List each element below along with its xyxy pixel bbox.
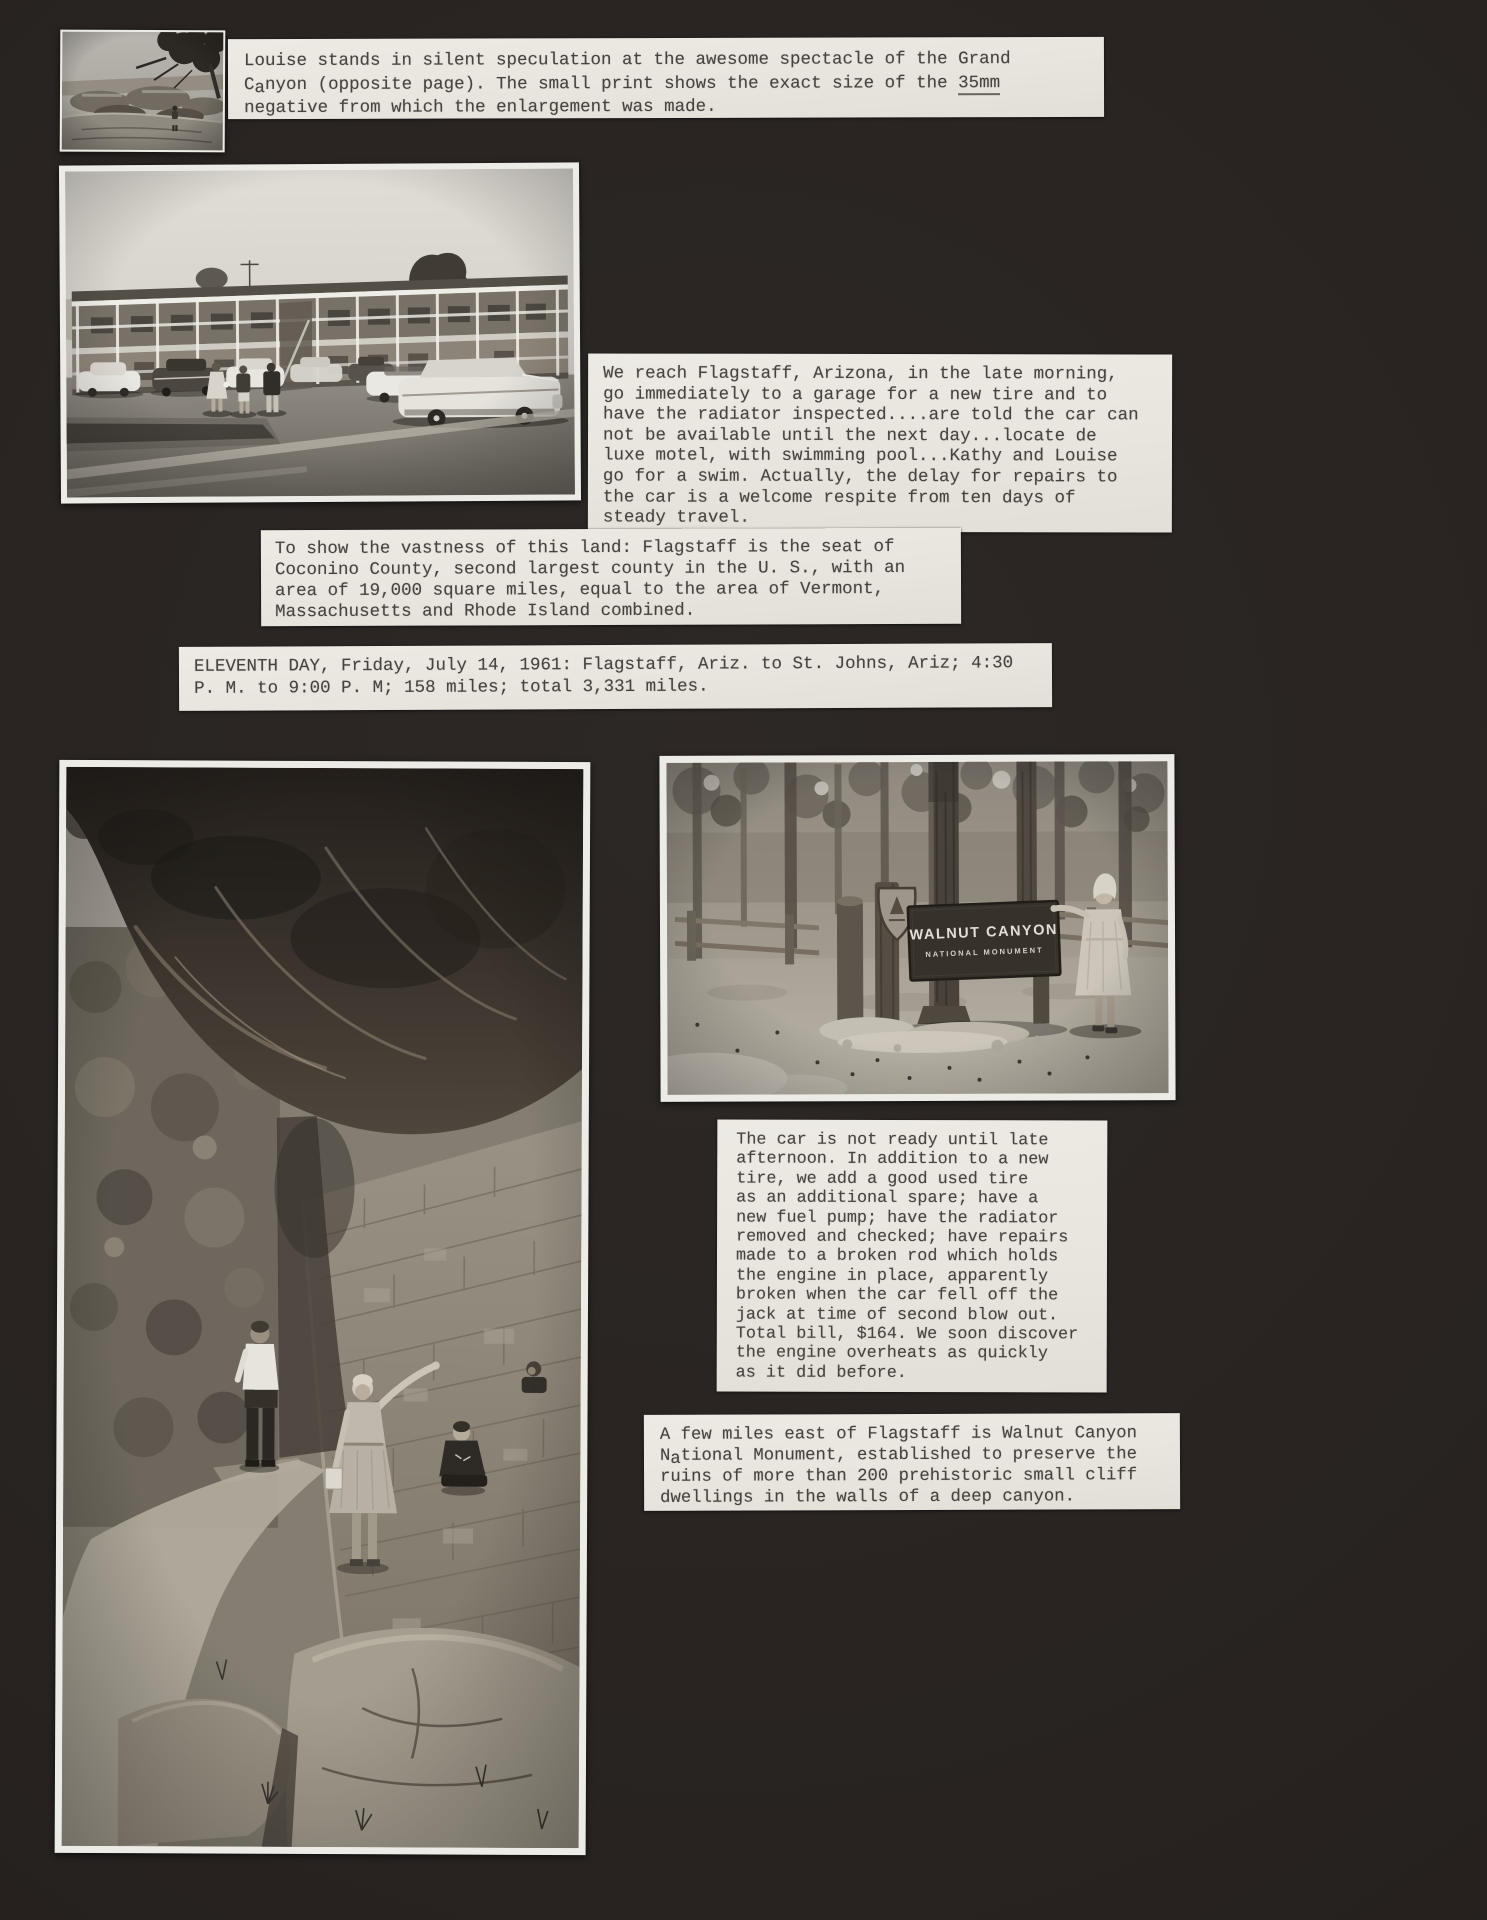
grand-canyon-illustration (62, 32, 224, 151)
motel-illustration (65, 168, 575, 497)
caption-walnut-canyon-note (644, 1413, 1180, 1511)
caption-flagstaff-arrival (588, 353, 1172, 532)
caption-line: removed and checked; have repairs (736, 1227, 1069, 1248)
caption-line-segment: nyon (opposite page). The small print shows the exact size of the (265, 72, 959, 95)
caption-line (244, 71, 1104, 97)
caption-line: broken when the car fell off the (735, 1285, 1059, 1306)
caption-line: The car is not ready until late (736, 1130, 1049, 1151)
caption-line: ruins of more than 200 prehistoric small cliff (660, 1466, 1138, 1487)
caption-line: dwellings in the walls of a deep canyon. (660, 1487, 1075, 1508)
caption-line: jack at time of second blow out. (735, 1305, 1059, 1326)
caption-line: afternoon. In addition to a new (736, 1149, 1049, 1170)
caption-line: Total bill, $164. We soon discover (735, 1324, 1079, 1345)
caption-line: go immediately to a garage for a new tire and to (603, 384, 1108, 405)
caption-coconino-county (261, 528, 961, 626)
caption-line: ELEVENTH DAY, Friday, July 14, 1961: Flagstaff, Ariz. to St. Johns, Ariz; 4:30 (193, 653, 1014, 677)
caption-line: Louise stands in silent speculation at the awesome spectacle of the Grand (243, 49, 1011, 72)
caption-line-segment: a (670, 1449, 681, 1469)
caption-louise-grand-canyon (228, 37, 1104, 119)
cliff-dwelling-illustration (62, 767, 584, 1848)
caption-line: area of 19,000 square miles, equal to the area of Vermont, (275, 579, 885, 602)
caption-line-segment: 35mm (958, 72, 1001, 93)
photo-cliff-dwelling-trail (55, 760, 591, 1855)
caption-line-segment: a (254, 77, 266, 98)
caption-line-segment: tional Monument, established to preserve the (680, 1445, 1138, 1466)
caption-line: Coconino County, second largest county in the U. S., with an (274, 557, 906, 581)
caption-line: P. M. to 9:00 P. M; 158 miles; total 3,331 miles. (194, 676, 709, 699)
caption-line: Massachusetts and Rhode Island combined. (275, 600, 696, 623)
caption-line-segment: C (243, 74, 255, 95)
caption-line: steady travel. (602, 507, 750, 528)
caption-line: A few miles east of Flagstaff is Walnut Canyon (659, 1424, 1137, 1445)
caption-line: made to a broken rod which holds (735, 1246, 1059, 1267)
caption-eleventh-day-log (179, 643, 1052, 711)
caption-line: negative from which the enlargement was made. (244, 96, 717, 119)
caption-line: the engine in place, apparently (735, 1266, 1049, 1287)
caption-line: new fuel pump; have the radiator (736, 1208, 1059, 1229)
caption-line: not be available until the next day...locate de (602, 425, 1097, 447)
caption-line: as an additional spare; have a (736, 1188, 1039, 1209)
caption-line-segment: N (659, 1446, 671, 1466)
caption-line: To show the vastness of this land: Flagstaff is the seat of (274, 537, 895, 560)
caption-line: the engine overheats as quickly (735, 1344, 1048, 1364)
caption-line: the car is a welcome respite from ten days of (602, 487, 1076, 508)
caption-car-repairs (717, 1119, 1108, 1392)
caption-line (660, 1444, 1180, 1467)
photo-motel (59, 162, 581, 503)
caption-line: luxe motel, with swimming pool...Kathy and Louise (602, 445, 1118, 467)
caption-line: tire, we add a good used tire (736, 1169, 1029, 1190)
caption-line: We reach Flagstaff, Arizona, in the late morning, (603, 363, 1118, 385)
caption-line: go for a swim. Actually, the delay for repairs to (602, 466, 1118, 488)
caption-line: have the radiator inspected....are told the car can (603, 404, 1139, 426)
walnut-canyon-sign-illustration (666, 761, 1168, 1095)
photo-walnut-canyon-sign (659, 754, 1175, 1102)
caption-line: as it did before. (735, 1363, 907, 1383)
photo-grand-canyon-thumbnail (60, 30, 226, 153)
